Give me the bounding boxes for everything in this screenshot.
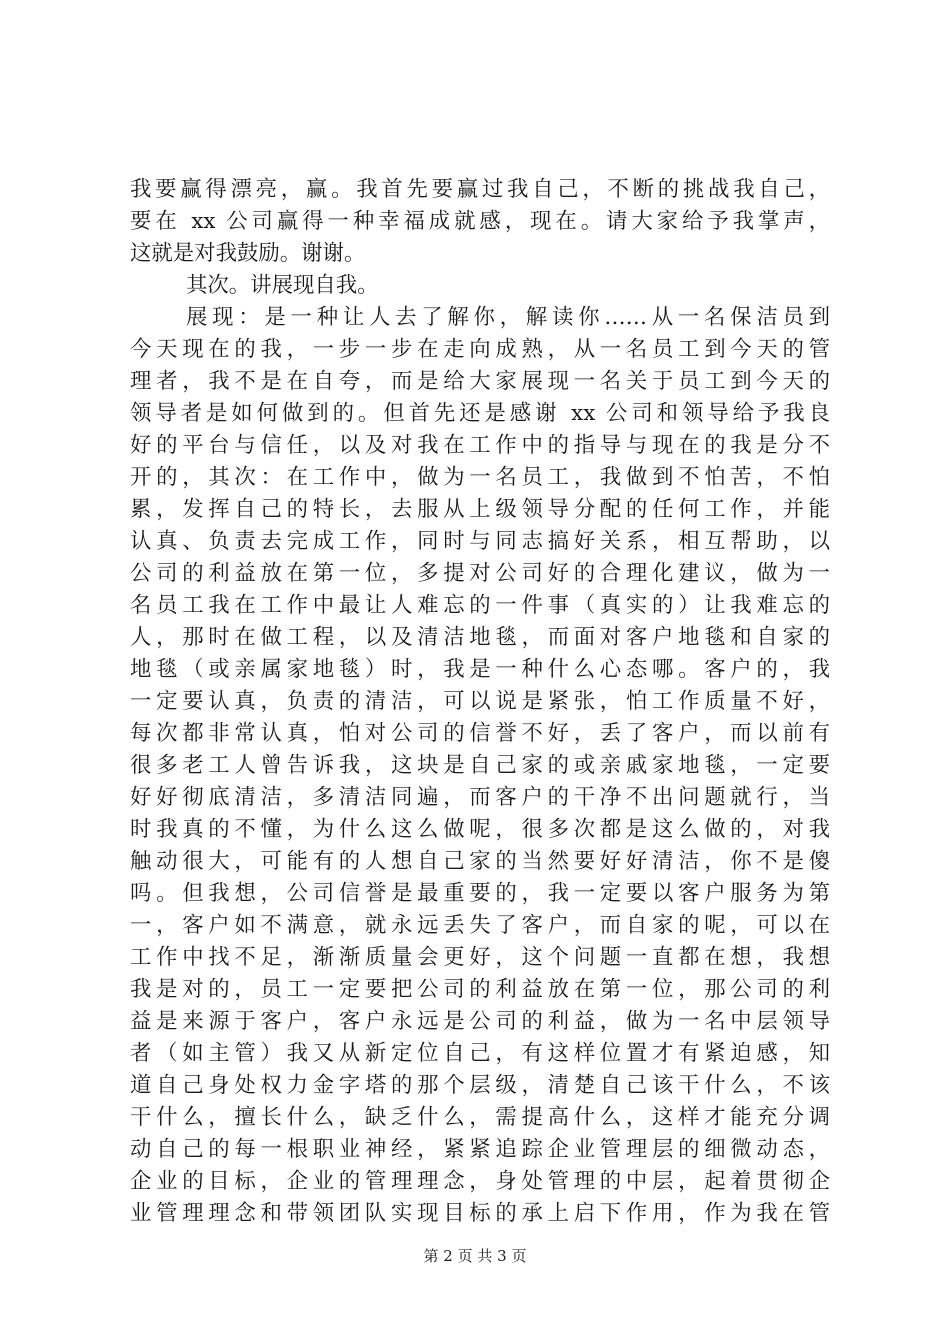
text-line: 我要赢得漂亮，赢。我首先要赢过我自己，不断的挑战我自己， [130, 177, 830, 202]
text-line: 今天现在的我，一步一步在走向成熟，从一名员工到今天的管 [130, 337, 830, 362]
text-line: 其次。讲展现自我。 [186, 273, 379, 298]
text-line: 动自己的每一根职业神经，紧紧追踪企业管理层的细微动态， [130, 1137, 830, 1162]
text-line: 领导者是如何做到的。但首先还是感谢 xx 公司和领导给予我良 [130, 401, 830, 426]
text-line: 触动很大，可能有的人想自己家的当然要好好清洁，你不是傻 [130, 849, 830, 874]
text-line: 名员工我在工作中最让人难忘的一件事（真实的）让我难忘的 [130, 593, 830, 618]
text-line: 我是对的，员工一定要把公司的利益放在第一位，那公司的利 [130, 977, 830, 1002]
text-line: 一，客户如不满意，就永远丢失了客户，而自家的呢，可以在 [130, 913, 830, 938]
text-line: 要在 xx 公司赢得一种幸福成就感，现在。请大家给予我掌声， [130, 209, 830, 234]
text-line: 这就是对我鼓励。谢谢。 [130, 241, 366, 266]
text-line: 道自己身处权力金字塔的那个层级，清楚自己该干什么，不该 [130, 1073, 830, 1098]
page-footer: 第 2 页 共 3 页 [423, 1247, 527, 1265]
text-line: 很多老工人曾告诉我，这块是自己家的或亲戚家地毯，一定要 [130, 753, 830, 778]
text-line: 好的平台与信任，以及对我在工作中的指导与现在的我是分不 [130, 433, 830, 458]
text-line: 吗。但我想，公司信誉是最重要的，我一定要以客户服务为第 [130, 881, 830, 906]
body-text [130, 174, 830, 1230]
text-line: 业管理理念和带领团队实现目标的承上启下作用，作为我在管 [130, 1201, 830, 1226]
text-line: 理者，我不是在自夸，而是给大家展现一名关于员工到今天的 [130, 369, 830, 394]
text-line: 企业的目标，企业的管理理念，身处管理的中层，起着贯彻企 [130, 1169, 830, 1194]
text-line: 展现：是一种让人去了解你，解读你……从一名保洁员到 [186, 305, 830, 330]
text-line: 工作中找不足，渐渐质量会更好，这个问题一直都在想，我想 [130, 945, 830, 970]
text-line: 时我真的不懂，为什么这么做呢，很多次都是这么做的，对我 [130, 817, 830, 842]
text-line: 累，发挥自己的特长，去服从上级领导分配的任何工作，并能 [130, 497, 830, 522]
text-line: 益是来源于客户，客户永远是公司的利益，做为一名中层领导 [130, 1009, 830, 1034]
text-line: 认真、负责去完成工作，同时与同志搞好关系，相互帮助，以 [130, 529, 830, 554]
text-line: 公司的利益放在第一位，多提对公司好的合理化建议，做为一 [130, 561, 830, 586]
text-line: 开的，其次：在工作中，做为一名员工，我做到不怕苦，不怕 [130, 465, 830, 490]
text-line: 好好彻底清洁，多清洁同遍，而客户的干净不出问题就行，当 [130, 785, 830, 810]
text-line: 干什么，擅长什么，缺乏什么，需提高什么，这样才能充分调 [130, 1105, 830, 1130]
text-line: 一定要认真，负责的清洁，可以说是紧张，怕工作质量不好， [130, 689, 830, 714]
text-line: 者（如主管）我又从新定位自己，有这样位置才有紧迫感，知 [130, 1041, 830, 1066]
text-line: 每次都非常认真，怕对公司的信誉不好，丢了客户，而以前有 [130, 721, 830, 746]
text-line: 地毯（或亲属家地毯）时，我是一种什么心态哪。客户的，我 [130, 657, 830, 682]
text-line: 人，那时在做工程，以及清洁地毯，而面对客户地毯和自家的 [130, 625, 830, 650]
